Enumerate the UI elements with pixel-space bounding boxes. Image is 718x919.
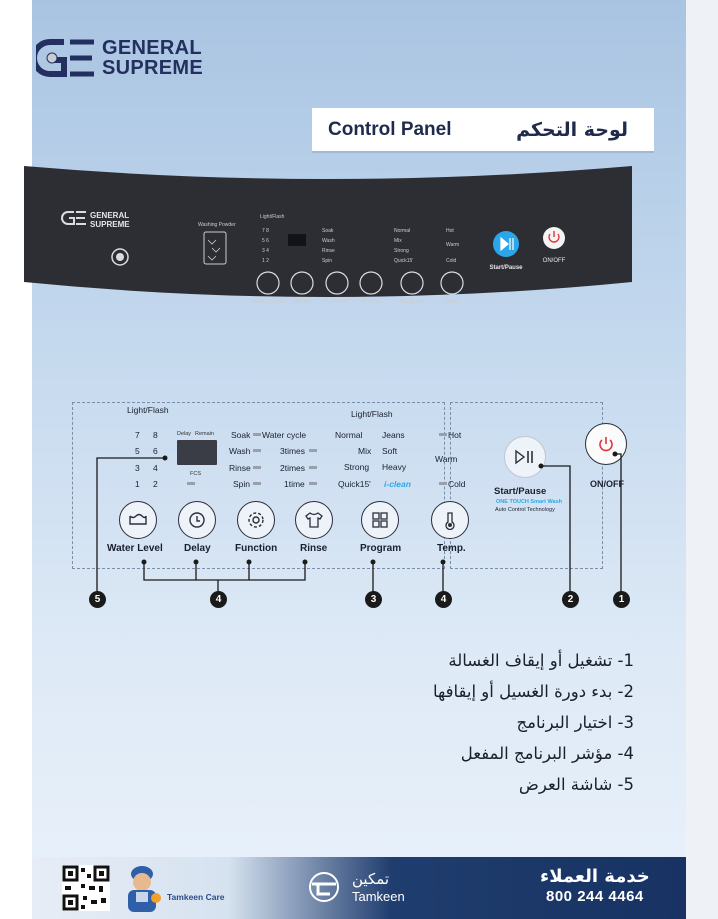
program-jeans: Jeans [382, 430, 405, 440]
legend-item-4: 4- مؤشر البرنامج المفعل [460, 744, 634, 763]
svg-text:Strong: Strong [394, 248, 409, 254]
marker-display: 5 [89, 591, 106, 608]
dark-label-rinse: Rinse [362, 298, 380, 305]
svg-text:Warm: Warm [446, 242, 460, 248]
label-function: Function [235, 543, 278, 554]
level-a: 7 [135, 430, 140, 440]
dark-label-delay: Delay [293, 298, 311, 305]
svg-text:Cold: Cold [446, 258, 457, 264]
label-rinse: Rinse [300, 543, 328, 554]
program-quick: Quick15' [338, 479, 371, 489]
dark-start-pause: Start/Pause [489, 265, 523, 271]
title-arabic: لوحة التحكم [516, 118, 628, 141]
times-1: 1time [284, 479, 305, 489]
program-heavy: Heavy [382, 462, 407, 472]
tamkeen-care-logo-text: Tamkeen Care [167, 892, 225, 902]
marker-start-pause: 2 [562, 591, 579, 608]
program-strong: Strong [344, 462, 370, 472]
one-touch-label: ONE TOUCH Smart Wash [496, 499, 563, 505]
qr-code-icon[interactable] [62, 865, 110, 911]
tamkeen-english: Tamkeen [352, 889, 405, 904]
legend-item-1: 1- تشغيل أو إيقاف الغسالة [448, 651, 634, 670]
on-off-label: ON/OFF [590, 479, 624, 489]
times-2: 2times [280, 463, 306, 473]
level-g: 1 [135, 479, 140, 489]
legend-list [433, 645, 634, 800]
dark-label-temp: Temp. [443, 298, 461, 305]
svg-text:3 4: 3 4 [262, 248, 269, 254]
temp-warm: Warm [435, 454, 458, 464]
marker-indicator-left: 4 [210, 591, 227, 608]
temp-cold: Cold [448, 479, 466, 489]
delay-caption: Delay [177, 431, 192, 437]
svg-text:Spin: Spin [322, 258, 333, 264]
legend-item-2: 2- بدء دورة الغسيل أو إيقافها [432, 682, 634, 701]
start-pause-label: Start/Pause [494, 486, 547, 497]
svg-text:7 8: 7 8 [262, 228, 269, 234]
svg-text:Rinse: Rinse [322, 248, 335, 254]
svg-text:Mix: Mix [394, 238, 402, 244]
function-spin: Spin [233, 479, 251, 489]
svg-text:Quick15': Quick15' [394, 258, 414, 264]
tamkeen-arabic: تمكين [352, 870, 390, 888]
program-iclean: i-clean [384, 479, 411, 489]
title-english: Control Panel [328, 118, 452, 140]
water-cycle-label: Water cycle [262, 430, 307, 440]
program-mix: Mix [358, 446, 372, 456]
brand-line1: GENERAL [102, 37, 202, 59]
svg-text:Hot: Hot [446, 228, 454, 234]
svg-text:1 2: 1 2 [262, 258, 269, 264]
remain-caption: Remain [195, 431, 214, 437]
level-c: 5 [135, 446, 140, 456]
level-d: 6 [153, 446, 158, 456]
program-normal: Normal [335, 430, 363, 440]
svg-text:Normal: Normal [394, 228, 411, 234]
customer-service-label: خدمة العملاء [540, 866, 650, 887]
times-3: 3times [280, 446, 306, 456]
svg-text:Wash: Wash [322, 238, 335, 244]
label-temp: Temp. [437, 543, 466, 554]
level-f: 4 [153, 463, 158, 473]
light-flash-right: Light/Flash [351, 409, 393, 419]
customer-service-phone[interactable]: 800 244 4464 [546, 888, 644, 905]
fcs-label: FCS [190, 471, 201, 477]
dark-label-function: Function [324, 298, 350, 305]
marker-indicator-right: 4 [435, 591, 452, 608]
technician-mascot-icon [118, 862, 166, 914]
brand-line2: SUPREME [102, 57, 204, 79]
dark-brand-line2: SUPREME [90, 220, 130, 229]
dark-label-program: Program [399, 298, 425, 305]
dark-label-water-level: Water Level [250, 298, 286, 305]
svg-text:Soak: Soak [322, 228, 334, 234]
label-program: Program [360, 543, 402, 554]
function-rinse: Rinse [229, 463, 251, 473]
svg-text:5 6: 5 6 [262, 238, 269, 244]
temp-hot: Hot [448, 430, 462, 440]
dark-on-off: ON/OFF [542, 258, 566, 264]
legend-item-3: 3- اختيار البرنامج [516, 713, 634, 732]
label-delay: Delay [184, 543, 211, 554]
light-flash-left: Light/Flash [127, 405, 169, 415]
auto-control-label: Auto Control Technology [495, 507, 555, 513]
dark-brand-line1: GENERAL [90, 211, 130, 220]
label-water-level: Water Level [107, 543, 163, 554]
function-soak: Soak [231, 430, 251, 440]
legend-item-5: 5- شاشة العرض [518, 775, 634, 794]
marker-program: 3 [365, 591, 382, 608]
level-e: 3 [135, 463, 140, 473]
program-soft: Soft [382, 446, 398, 456]
dark-washing-powder: Washing Powder [198, 222, 236, 228]
marker-on-off: 1 [613, 591, 630, 608]
tamkeen-logo-icon [302, 872, 346, 902]
level-b: 8 [153, 430, 158, 440]
dark-light-flash: Light/Flash [260, 214, 285, 220]
function-wash: Wash [229, 446, 251, 456]
level-h: 2 [153, 479, 158, 489]
